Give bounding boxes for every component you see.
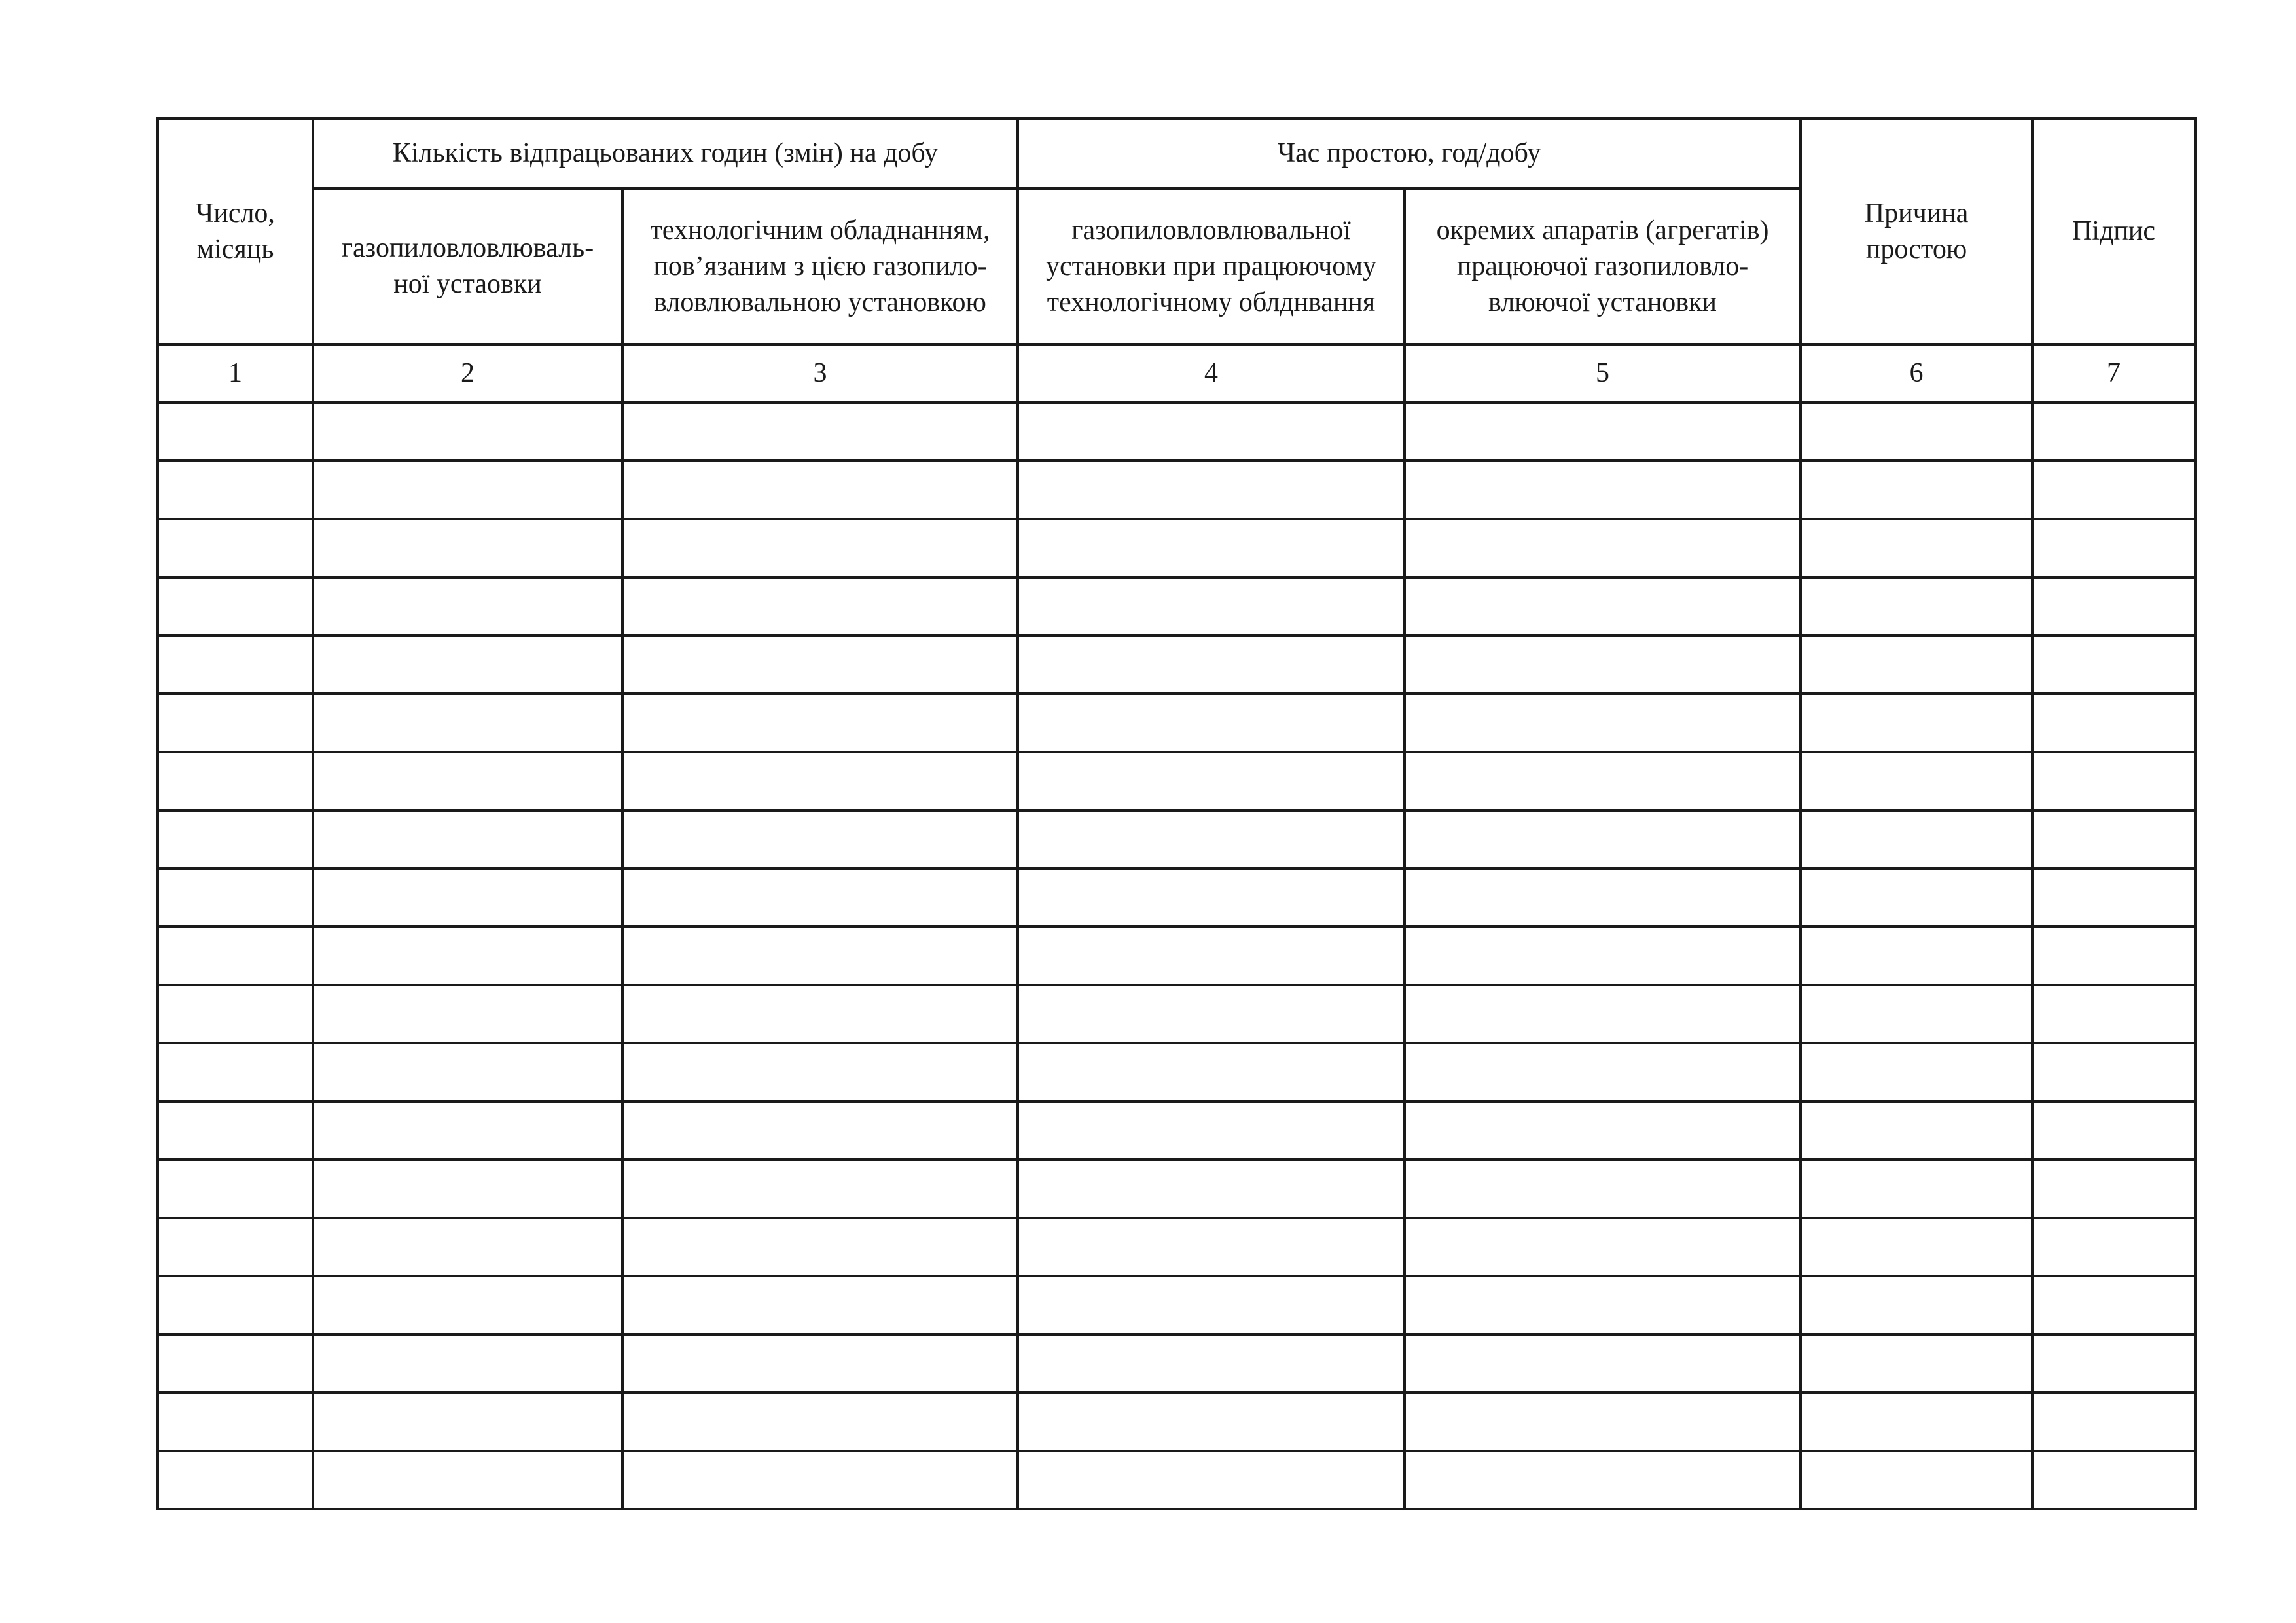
table-cell[interactable] xyxy=(2032,577,2195,635)
table-cell[interactable] xyxy=(1405,1101,1801,1160)
table-cell[interactable] xyxy=(158,1393,313,1451)
table-cell[interactable] xyxy=(313,1101,622,1160)
table-cell[interactable] xyxy=(2032,461,2195,519)
table-cell[interactable] xyxy=(1018,694,1405,752)
table-cell[interactable] xyxy=(622,1276,1018,1334)
table-cell[interactable] xyxy=(158,402,313,461)
table-cell[interactable] xyxy=(622,810,1018,868)
table-cell[interactable] xyxy=(2032,1451,2195,1509)
table-cell[interactable] xyxy=(1405,461,1801,519)
table-row xyxy=(158,461,2195,519)
table-cell[interactable] xyxy=(1405,1334,1801,1393)
table-body xyxy=(158,402,2195,1509)
table-row xyxy=(158,868,2195,927)
table-cell[interactable] xyxy=(1801,1451,2032,1509)
table-cell[interactable] xyxy=(158,810,313,868)
table-cell[interactable] xyxy=(1801,1393,2032,1451)
header-worked-tech-equipment: технологічним обладнанням, пов’язаним з цією газопило- вловлювальною установкою xyxy=(622,188,1018,344)
table-cell[interactable] xyxy=(313,868,622,927)
table-cell[interactable] xyxy=(158,1451,313,1509)
table-cell[interactable] xyxy=(1018,752,1405,810)
table-cell[interactable] xyxy=(313,1043,622,1101)
table-cell[interactable] xyxy=(622,1160,1018,1218)
table-cell[interactable] xyxy=(622,1334,1018,1393)
table-cell[interactable] xyxy=(622,1218,1018,1276)
table-cell[interactable] xyxy=(622,868,1018,927)
table-row xyxy=(158,752,2195,810)
table-cell[interactable] xyxy=(1801,1334,2032,1393)
table-cell[interactable] xyxy=(1405,1160,1801,1218)
table-cell[interactable] xyxy=(313,461,622,519)
table-cell[interactable] xyxy=(1018,927,1405,985)
table-cell[interactable] xyxy=(2032,1101,2195,1160)
table-row xyxy=(158,1276,2195,1334)
header-downtime-apparatus: окремих апаратів (агрегатів) працюючої газопиловло- влюючої установки xyxy=(1405,188,1801,344)
table-cell[interactable] xyxy=(2032,1276,2195,1334)
table-cell[interactable] xyxy=(1405,577,1801,635)
table-cell[interactable] xyxy=(1018,868,1405,927)
table-cell[interactable] xyxy=(1018,1218,1405,1276)
table-row xyxy=(158,694,2195,752)
table-cell[interactable] xyxy=(158,1101,313,1160)
table-cell[interactable] xyxy=(313,1393,622,1451)
table-cell[interactable] xyxy=(1405,1393,1801,1451)
column-number: 6 xyxy=(1801,344,2032,402)
table-cell[interactable] xyxy=(2032,1334,2195,1393)
table-row xyxy=(158,927,2195,985)
header-date-month: Число, місяць xyxy=(158,118,313,344)
table-cell[interactable] xyxy=(622,577,1018,635)
table-cell[interactable] xyxy=(313,1276,622,1334)
table-row xyxy=(158,810,2195,868)
table-cell[interactable] xyxy=(158,1160,313,1218)
table-cell[interactable] xyxy=(1405,868,1801,927)
table-cell[interactable] xyxy=(622,1101,1018,1160)
table-cell[interactable] xyxy=(2032,985,2195,1043)
table-cell[interactable] xyxy=(2032,635,2195,694)
table-cell[interactable] xyxy=(313,402,622,461)
table-cell[interactable] xyxy=(313,694,622,752)
table-cell[interactable] xyxy=(1018,1101,1405,1160)
table-row xyxy=(158,1451,2195,1509)
table-cell[interactable] xyxy=(622,461,1018,519)
table-cell[interactable] xyxy=(1018,635,1405,694)
table-row xyxy=(158,985,2195,1043)
table-cell[interactable] xyxy=(1018,461,1405,519)
table-cell[interactable] xyxy=(158,985,313,1043)
table-cell[interactable] xyxy=(1801,868,2032,927)
table-cell[interactable] xyxy=(622,1451,1018,1509)
table-cell[interactable] xyxy=(622,985,1018,1043)
downtime-log-table xyxy=(156,117,2197,1510)
table-cell[interactable] xyxy=(1405,635,1801,694)
table-row xyxy=(158,635,2195,694)
table-row xyxy=(158,402,2195,461)
table-cell[interactable] xyxy=(1018,519,1405,577)
header-signature: Підпис xyxy=(2032,118,2195,344)
table-cell[interactable] xyxy=(158,635,313,694)
table-row xyxy=(158,1101,2195,1160)
column-number: 3 xyxy=(622,344,1018,402)
table-cell[interactable] xyxy=(2032,1218,2195,1276)
column-number: 4 xyxy=(1018,344,1405,402)
table-row xyxy=(158,1043,2195,1101)
table-cell[interactable] xyxy=(158,868,313,927)
table-cell[interactable] xyxy=(1801,1218,2032,1276)
table-cell[interactable] xyxy=(622,752,1018,810)
table-cell[interactable] xyxy=(1801,694,2032,752)
column-number: 7 xyxy=(2032,344,2195,402)
table-cell[interactable] xyxy=(313,927,622,985)
header-downtime-group: Час простою, год/добу xyxy=(1018,118,1801,188)
table-cell[interactable] xyxy=(1405,927,1801,985)
header-worked-hours-group: Кількість відпрацьованих годин (змін) на добу xyxy=(313,118,1018,188)
table-cell[interactable] xyxy=(1405,985,1801,1043)
table-cell[interactable] xyxy=(2032,752,2195,810)
table-cell[interactable] xyxy=(1801,985,2032,1043)
table-cell[interactable] xyxy=(1801,1043,2032,1101)
table-row xyxy=(158,1218,2195,1276)
table-cell[interactable] xyxy=(1405,752,1801,810)
table-cell[interactable] xyxy=(1405,519,1801,577)
table-cell[interactable] xyxy=(622,635,1018,694)
table-cell[interactable] xyxy=(1801,1101,2032,1160)
table-cell[interactable] xyxy=(1801,1276,2032,1334)
table-cell[interactable] xyxy=(313,1334,622,1393)
table-cell[interactable] xyxy=(1405,694,1801,752)
table-cell[interactable] xyxy=(158,927,313,985)
table-cell[interactable] xyxy=(1018,1160,1405,1218)
table-cell[interactable] xyxy=(1801,810,2032,868)
table-cell[interactable] xyxy=(158,1218,313,1276)
table-row xyxy=(158,577,2195,635)
table-row xyxy=(158,1160,2195,1218)
table-cell[interactable] xyxy=(158,1276,313,1334)
table-cell[interactable] xyxy=(158,752,313,810)
table-cell[interactable] xyxy=(2032,1043,2195,1101)
table-cell[interactable] xyxy=(313,519,622,577)
table-row xyxy=(158,519,2195,577)
table-cell[interactable] xyxy=(1018,1334,1405,1393)
table-cell[interactable] xyxy=(1405,1043,1801,1101)
table-cell[interactable] xyxy=(1018,1451,1405,1509)
column-number: 1 xyxy=(158,344,313,402)
table-row xyxy=(158,1393,2195,1451)
table-cell[interactable] xyxy=(1405,1276,1801,1334)
table-cell[interactable] xyxy=(1018,402,1405,461)
table-cell[interactable] xyxy=(622,694,1018,752)
table-cell[interactable] xyxy=(1801,519,2032,577)
table-cell[interactable] xyxy=(313,1451,622,1509)
table-cell[interactable] xyxy=(622,402,1018,461)
table-cell[interactable] xyxy=(313,752,622,810)
table-cell[interactable] xyxy=(1405,402,1801,461)
column-number-row xyxy=(158,344,2195,402)
table-cell[interactable] xyxy=(158,519,313,577)
table-cell[interactable] xyxy=(1405,810,1801,868)
table-cell[interactable] xyxy=(158,461,313,519)
column-number: 2 xyxy=(313,344,622,402)
table-cell[interactable] xyxy=(1801,402,2032,461)
table-cell[interactable] xyxy=(1018,577,1405,635)
table-cell[interactable] xyxy=(158,577,313,635)
table-cell[interactable] xyxy=(1801,1160,2032,1218)
table-cell[interactable] xyxy=(2032,1393,2195,1451)
table-cell[interactable] xyxy=(2032,519,2195,577)
table-cell[interactable] xyxy=(2032,868,2195,927)
table-cell[interactable] xyxy=(1801,752,2032,810)
table-cell[interactable] xyxy=(2032,810,2195,868)
table-cell[interactable] xyxy=(1801,927,2032,985)
table-cell[interactable] xyxy=(313,635,622,694)
table-cell[interactable] xyxy=(313,1218,622,1276)
table-cell[interactable] xyxy=(2032,927,2195,985)
table-cell[interactable] xyxy=(313,810,622,868)
table-cell[interactable] xyxy=(2032,1160,2195,1218)
table-cell[interactable] xyxy=(1018,1393,1405,1451)
table-cell[interactable] xyxy=(622,1043,1018,1101)
table-cell[interactable] xyxy=(158,694,313,752)
header-downtime-gas-unit: газопиловловлювальної установки при працюючому технологічному облднвання xyxy=(1018,188,1405,344)
table-cell[interactable] xyxy=(1405,1451,1801,1509)
table-cell[interactable] xyxy=(622,927,1018,985)
table-cell[interactable] xyxy=(1801,635,2032,694)
table-row xyxy=(158,1334,2195,1393)
table-cell[interactable] xyxy=(1018,1043,1405,1101)
table-cell[interactable] xyxy=(2032,694,2195,752)
table-cell[interactable] xyxy=(1801,461,2032,519)
header-downtime-reason: Причина простою xyxy=(1801,118,2032,344)
header-worked-gas-unit: газопиловловлюваль- ної устаовки xyxy=(313,188,622,344)
table-cell[interactable] xyxy=(1018,1276,1405,1334)
table-cell[interactable] xyxy=(313,985,622,1043)
table-cell[interactable] xyxy=(2032,402,2195,461)
table-cell[interactable] xyxy=(1018,985,1405,1043)
table-cell[interactable] xyxy=(1405,1218,1801,1276)
column-number: 5 xyxy=(1405,344,1801,402)
table-cell[interactable] xyxy=(622,519,1018,577)
table-cell[interactable] xyxy=(158,1043,313,1101)
table-cell[interactable] xyxy=(1801,577,2032,635)
table-cell[interactable] xyxy=(622,1393,1018,1451)
table-cell[interactable] xyxy=(313,577,622,635)
table-cell[interactable] xyxy=(158,1334,313,1393)
table-cell[interactable] xyxy=(313,1160,622,1218)
table-cell[interactable] xyxy=(1018,810,1405,868)
